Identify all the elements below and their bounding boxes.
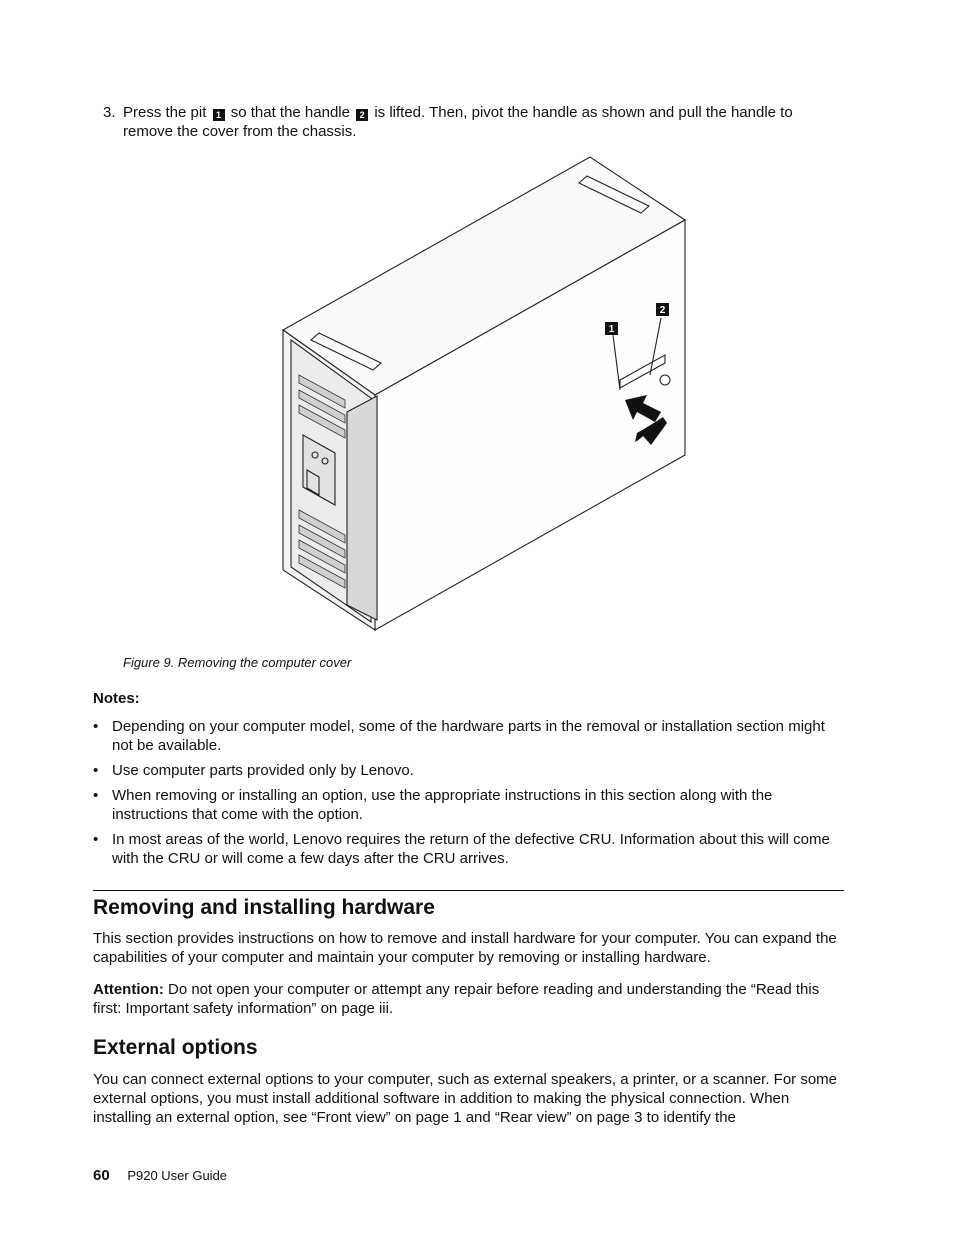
list-item: • Depending on your computer model, some of the hardware parts in the removal or installation section might not be available. (93, 718, 825, 754)
list-item: • Use computer parts provided only by Lenovo. (93, 762, 414, 779)
bullet: • (93, 718, 99, 735)
section-heading-removing-hardware: Removing and installing hardware (93, 896, 435, 919)
guide-title: P920 User Guide (127, 1168, 228, 1183)
callout-2-icon: 2 (356, 109, 368, 121)
attention-paragraph (93, 980, 833, 1018)
section-intro-paragraph: This section provides instructions on how to remove and install hardware for your computer. You can expand the capabilities of your computer and maintain your computer by removing or installing hardware. (93, 930, 837, 966)
step-text: Press the pit 1 so that the handle 2 is lifted. Then, pivot the handle as shown and pull the handle to remove the cover from the chassis. (123, 104, 793, 140)
computer-cover-illustration (275, 150, 695, 640)
figure-caption: Figure 9. Removing the computer cover (123, 655, 352, 670)
page-number: 60 (93, 1167, 110, 1184)
callout-1-icon: 1 (213, 109, 225, 121)
step-number: 3. (103, 104, 116, 121)
attention-text: Do not open your computer or attempt any repair before reading and understanding the “Read this first: Important safety information” on page iii. (93, 981, 820, 1017)
section-heading-external-options: External options (93, 1036, 258, 1059)
section-divider (93, 890, 844, 891)
figure-callout-1: 1 (608, 324, 615, 335)
bullet: • (93, 831, 99, 848)
bullet: • (93, 762, 99, 779)
page-footer (93, 1167, 227, 1184)
list-item: • When removing or installing an option, use the appropriate instructions in this section along with the instructions that come with the option. (93, 787, 773, 823)
notes-title: Notes: (93, 690, 140, 707)
step-3 (103, 103, 823, 141)
list-item: • In most areas of the world, Lenovo requires the return of the defective CRU. Information about this will come with the CRU or will come a few days after the CRU arrives. (93, 831, 830, 867)
attention-label: Attention: (93, 981, 164, 998)
figure-callout-2: 2 (659, 305, 666, 316)
bullet: • (93, 787, 99, 804)
external-options-paragraph: You can connect external options to your computer, such as external speakers, a printer, or a scanner. For some external options, you must install additional software in addition to making the physical connection. When installing an external option, see “Front view” on page 1 and “Rear view” on page 3 to identify the (93, 1071, 838, 1126)
notes-list (93, 717, 833, 874)
